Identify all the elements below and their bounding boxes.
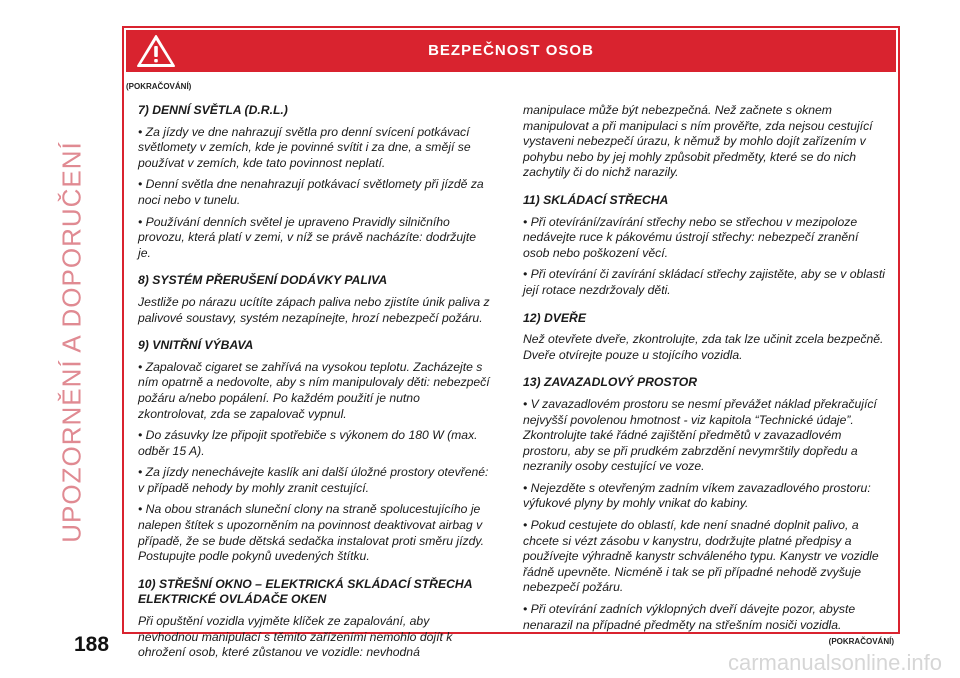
paragraph: • Při otevírání/zavírání střechy nebo se střechou v mezipoloze nedávejte ruce k pákovému ústrojí střechy: nebezpečí zranění osob nebo poškození věcí. <box>523 214 859 260</box>
paragraph: • Při otevírání či zavírání skládací střechy zajistěte, aby se v oblasti její rotace nezdržovaly děti. <box>523 267 885 297</box>
right-column <box>523 103 885 639</box>
paragraph: Jestliže po nárazu ucítíte zápach paliva nebo zjistíte únik paliva z palivové soustavy, systém nezapínejte, hrozí nebezpečí požáru. <box>138 294 490 325</box>
heading-interior: 9) VNITŘNÍ VÝBAVA <box>138 338 254 353</box>
paragraph: • Zapalovač cigaret se zahřívá na vysokou teplotu. Zacházejte s ním opatrně a nedovolte, aby s ním manipulovaly děti: nebezpečí požáru a/nebo popálení. Po každém použití je nutno zkontrolovat, zda se zapalovač vypnul. <box>138 359 490 421</box>
continued-label-bottom: (POKRAČOVÁNÍ) <box>828 637 894 646</box>
paragraph: Než otevřete dveře, zkontrolujte, zda tak lze učinit zcela bezpečně. Dveře otvírejte pouze u stojícího vozidla. <box>523 332 884 362</box>
watermark: carmanualsonline.info <box>727 650 942 675</box>
continued-label-top: (POKRAČOVÁNÍ) <box>126 82 192 91</box>
heading-sunroof: 10) STŘEŠNÍ OKNO – ELEKTRICKÁ SKLÁDACÍ STŘECHA ELEKTRICKÉ OVLÁDAČE OKEN <box>138 576 473 607</box>
heading-fuel-cutoff: 8) SYSTÉM PŘERUŠENÍ DODÁVKY PALIVA <box>138 273 388 288</box>
paragraph: • Za jízdy nenechávejte kaslík ani další úložné prostory otevřené: v případě nehody by mohly zranit cestující. <box>138 465 489 495</box>
paragraph: Při opuštění vozidla vyjměte klíček ze zapalování, aby nevhodnou manipulací s těmito zařízeními nemohlo dojít k ohrožení osob, které zůstanou ve vozidle: nevhodná <box>138 614 453 660</box>
heading-drl: 7) DENNÍ SVĚTLA (D.R.L.) <box>138 103 288 117</box>
paragraph: • Při otevírání zadních výklopných dveří dávejte pozor, abyste nenarazil na případné předměty na střešním nosiči vozidla. <box>523 602 856 632</box>
section-header <box>126 30 896 72</box>
heading-luggage: 13) ZAVAZADLOVÝ PROSTOR <box>523 375 698 390</box>
left-column <box>138 103 492 667</box>
paragraph: • Denní světla dne nenahrazují potkávací světlomety při jízdě za noci nebo v tunelu. <box>138 177 484 207</box>
section-title: BEZPEČNOST OSOB <box>428 42 594 59</box>
chapter-side-title: UPOZORNĚNÍ A DOPORUČENÍ <box>56 141 87 543</box>
paragraph: • Nejezděte s otevřeným zadním víkem zavazadlového prostoru: výfukové plyny by mohly vnikat do kabiny. <box>523 480 871 511</box>
page-number: 188 <box>74 633 110 656</box>
paragraph: • Používání denních světel je upraveno Pravidly silničního provozu, která platí v zemi, v níž se právě nacházíte: dodržujte je. <box>138 214 477 260</box>
paragraph: • Na obou stranách sluneční clony na straně spolucestujícího je nalepen štítek s upozorněním na povinnost deaktivovat airbag v případě, že se bude dětská sedačka instalovat proti směru jízdy. Postupujte podle pokynů uvedených štítku. <box>138 502 484 564</box>
paragraph: • Pokud cestujete do oblastí, kde není snadné doplnit palivo, a chcete si vézt zásobu v kanystru, dodržujte platné předpisy a používejte výhradně kanystr schváleného typu. Kanystr ve vozidle řádně upevněte. Nicméně i tak se při případné nehodě zvyšuje nebezpečí požáru. <box>523 518 879 595</box>
paragraph: • Za jízdy ve dne nahrazují světla pro denní svícení potkávací světlomety v zemích, kde je povinné svítit i za dne, a smějí se používat v zemích, kde tato povinnost neplatí. <box>138 124 471 170</box>
heading-doors: 12) DVEŘE <box>523 310 586 325</box>
paragraph: manipulace může být nebezpečná. Než začnete s oknem manipulovat a při manipulaci s ním prověřte, zda nejsou cestující vystaveni nebezpečí úrazu, k němuž by mohlo dojít zařízením v pohybu nebo by jej mohly způsobit předměty, které se do nich zachytily či do nichž narazily. <box>523 103 873 180</box>
heading-folding-roof: 11) SKLÁDACÍ STŘECHA <box>523 192 669 207</box>
paragraph: • V zavazadlovém prostoru se nesmí převážet náklad překračující nejvyšší povolenou hmotnost - viz kapitola “Technické údaje”. Zkontrolujte také řádné zajištění předmětů v zavazadlovém prostoru, aby se při prudkém zabrzdění nevymrštily dopředu a nezranily osoby cestující ve voze. <box>523 396 877 474</box>
paragraph: • Do zásuvky lze připojit spotřebiče s výkonem do 180 W (max. odběr 15 A). <box>138 428 478 458</box>
